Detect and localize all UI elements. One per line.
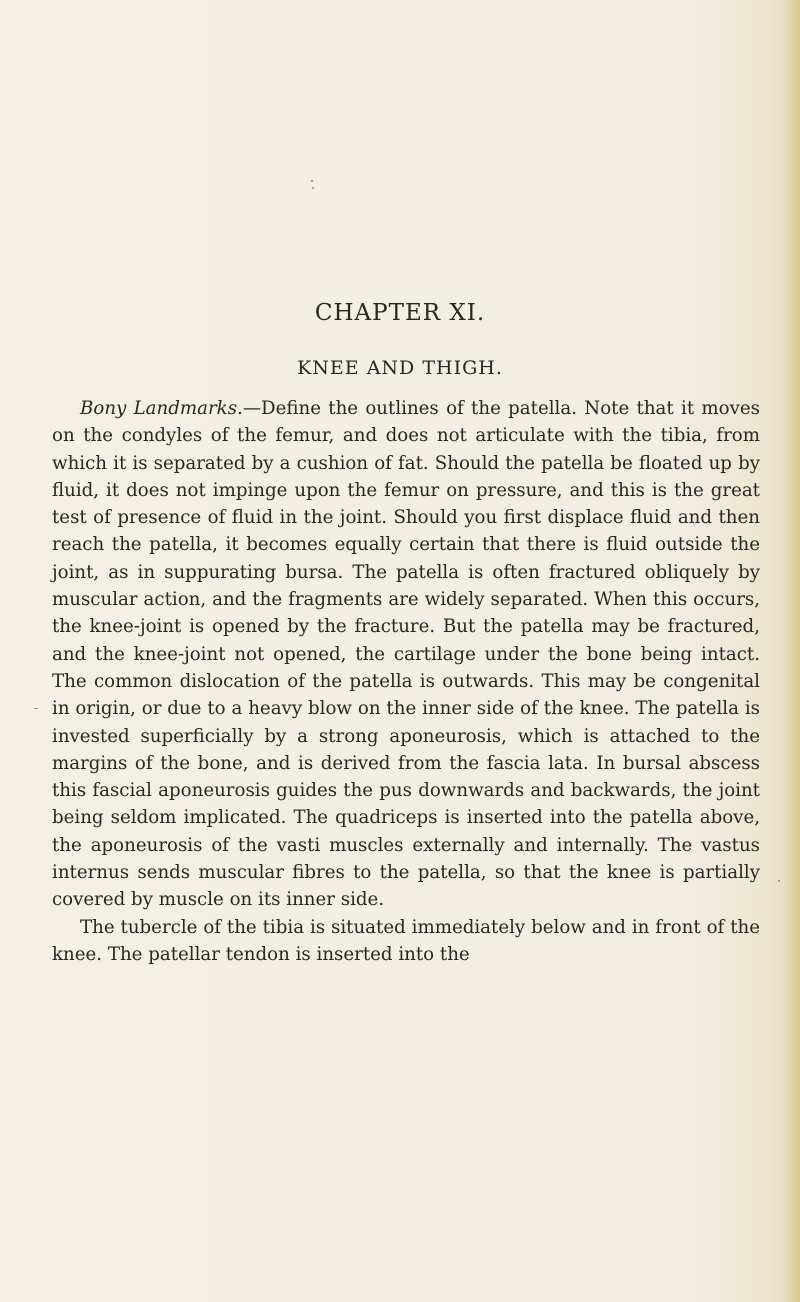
- chapter-heading: CHAPTER XI.: [314, 300, 486, 326]
- speck: [312, 187, 314, 189]
- speck: [311, 180, 313, 182]
- paragraph: [52, 914, 760, 969]
- body-text: [52, 395, 760, 968]
- paragraph-lead: Bony Landmarks.: [80, 398, 243, 419]
- page-edge-shadow: [784, 0, 800, 1302]
- speck: [778, 880, 780, 882]
- paragraph-text: —Define the outlines of the patella. Note that it moves on the condyles of the femur, and does not articulate with the tibia, from which it is separated by a cushion of fat. Should the patella be floated up by fluid, it does not impinge upon the femur on pressure, and this is the great test of presence of fluid in the joint. Should you first displace fluid and then reach the patella, it becomes equally certain that there is fluid outside the joint, as in suppurating bursa. The patella is often fractured obliquely by muscular action, and the fragments are widely separated. When this occurs, the knee-joint is opened by the fracture. But the patella may be fractured, and the knee-joint not opened, the cartilage under the bone being intact. The common dislocation of the patella is outwards. This may be congenital in origin, or due to a heavy blow on the inner side of the knee. The patella is invested superficially by a strong aponeurosis, which is attached to the margins of the bone, and is derived from the fascia lata. In bursal abscess this fascial aponeurosis guides the pus downwards and backwards, the joint being seldom implicated. The quadriceps is inserted into the patella above, the aponeurosis of the vasti muscles externally and internally. The vastus internus sends muscular fibres to the patella, so that the knee is partially covered by muscle on its inner side.: [52, 398, 760, 911]
- section-heading: KNEE AND THIGH.: [297, 357, 503, 379]
- paragraph: [52, 395, 760, 914]
- paragraph-text: The tubercle of the tibia is situated immediately below and in front of the knee. The patellar tendon is inserted into the: [52, 916, 760, 965]
- speck: [34, 708, 38, 709]
